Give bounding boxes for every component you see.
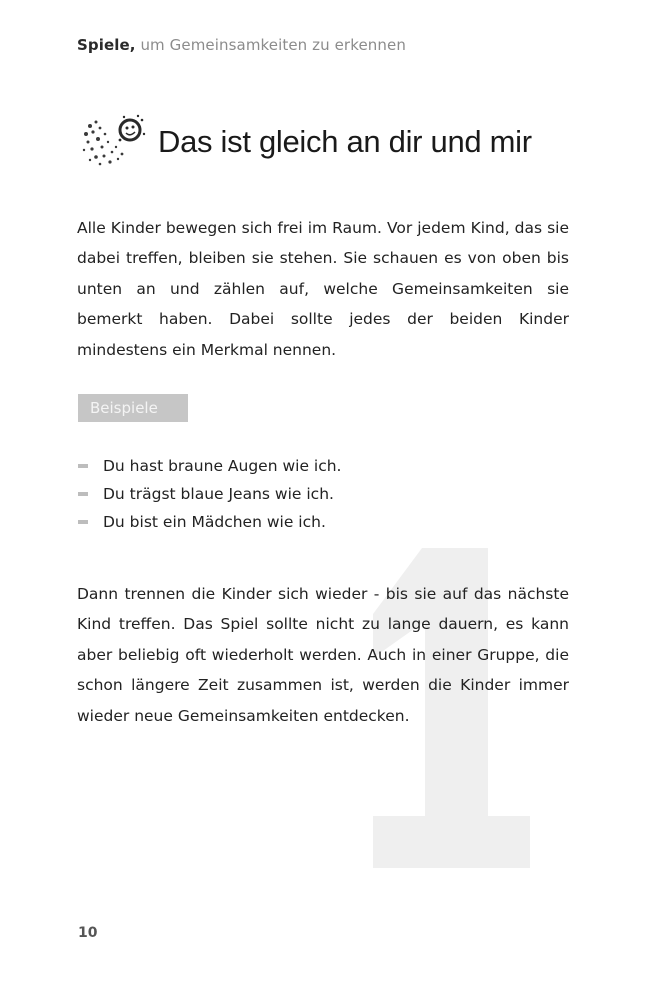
- list-item-text: Du trägst blaue Jeans wie ich.: [103, 485, 334, 503]
- list-item: [78, 452, 342, 480]
- page-title: Das ist gleich an dir und mir: [158, 124, 532, 159]
- section-heading: [78, 112, 532, 172]
- running-head-section: Spiele,: [77, 36, 136, 54]
- bullet-icon: [78, 464, 88, 468]
- examples-list: [78, 452, 342, 536]
- list-item-text: Du hast braune Augen wie ich.: [103, 457, 342, 475]
- page-number: 10: [78, 925, 98, 941]
- bullet-icon: [78, 492, 88, 496]
- closing-paragraph: Dann trennen die Kinder sich wieder - bis sie auf das nächste Kind treffen. Das Spiel sollte nicht zu lange dauern, es kann aber beliebig oft wiederholt werden. Auch in einer Gruppe, die schon längere Zeit zusammen ist, werden die Kinder immer wieder neue Gemeinsamkeiten entdecken.: [77, 584, 569, 725]
- intro-paragraph: Alle Kinder bewegen sich frei im Raum. Vor jedem Kind, das sie dabei treffen, bleiben sie stehen. Sie schauen es von oben bis unten an und zählen auf, welche Gemeinsamkeiten sie bemerkt haben. Dabei sollte jedes der beiden Kinder mindestens ein Merkmal nennen.: [77, 218, 569, 359]
- bullet-icon: [78, 520, 88, 524]
- running-head-subtitle: um Gemeinsamkeiten zu erkennen: [140, 36, 406, 54]
- kids-illustration-icon: [78, 112, 150, 172]
- examples-label: Beispiele: [78, 394, 188, 422]
- list-item: [78, 480, 342, 508]
- list-item: [78, 508, 342, 536]
- list-item-text: Du bist ein Mädchen wie ich.: [103, 513, 326, 531]
- running-head: [77, 36, 406, 54]
